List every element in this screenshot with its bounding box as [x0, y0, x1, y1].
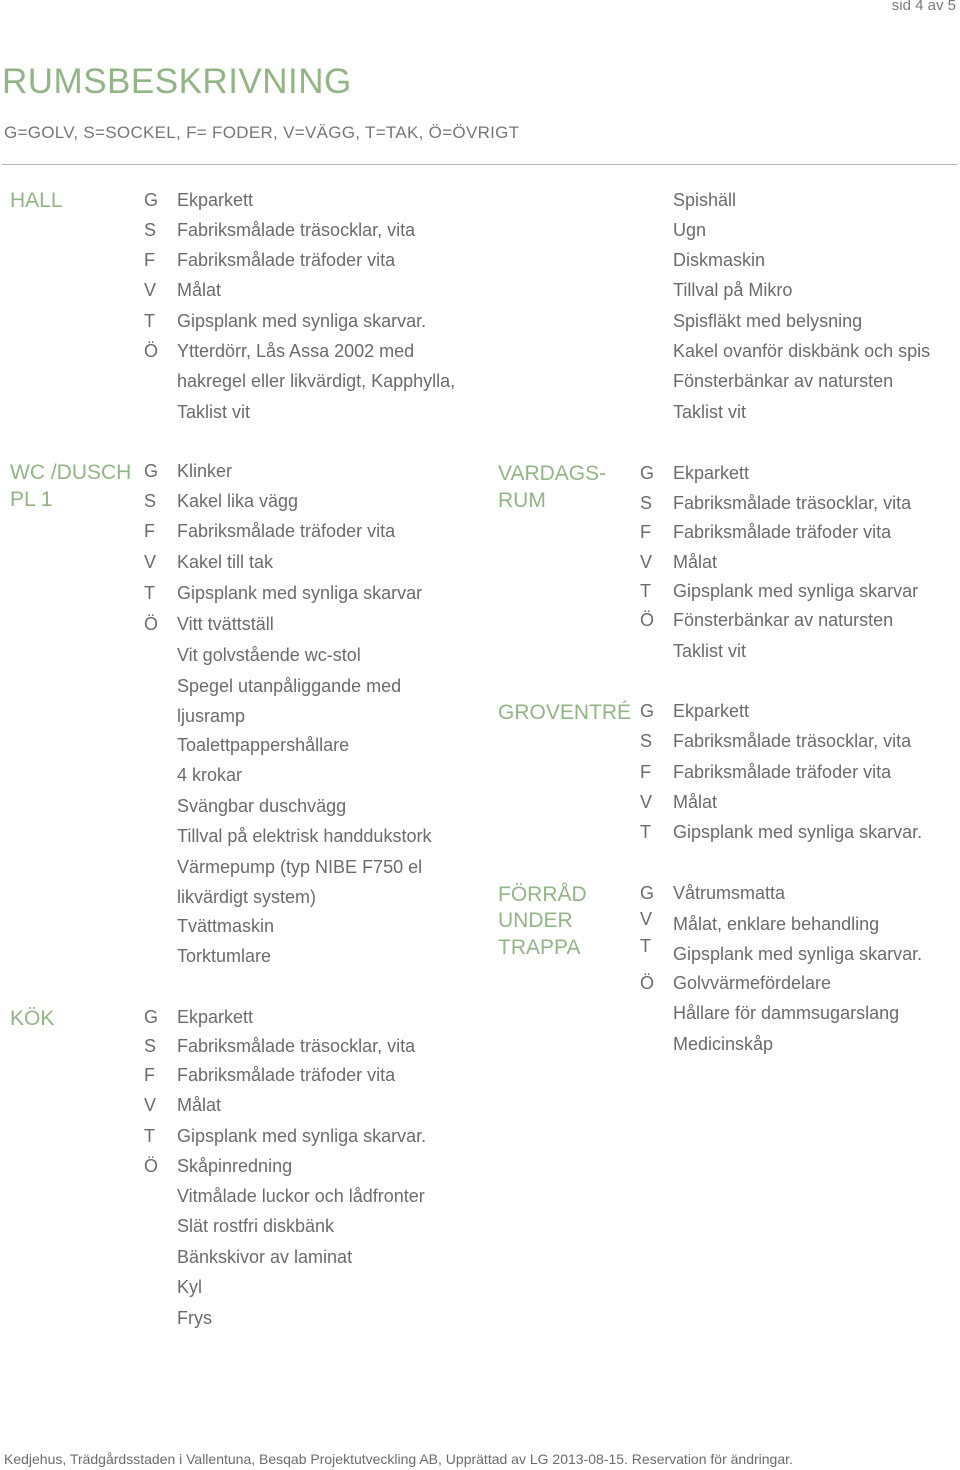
- room-name-wc: WC /DUSCH: [10, 461, 132, 484]
- spec-line: Fabriksmålade träsocklar, vita: [177, 220, 416, 240]
- spec-line: Vitt tvättställ: [177, 614, 274, 634]
- room-name-forrad: FÖRRÅD: [498, 883, 587, 906]
- spec-line: Frys: [177, 1308, 212, 1328]
- spec-line: Medicinskåp: [673, 1034, 774, 1054]
- code: G: [144, 461, 159, 481]
- code: S: [640, 731, 653, 751]
- spec-line: Gipsplank med synliga skarvar: [177, 583, 423, 603]
- spec-line: Gipsplank med synliga skarvar.: [673, 944, 923, 964]
- code: F: [144, 1065, 155, 1085]
- spec-line: Taklist vit: [177, 402, 251, 422]
- spec-line: Gipsplank med synliga skarvar.: [177, 311, 427, 331]
- spec-line: Fabriksmålade träfoder vita: [673, 762, 892, 782]
- spec-line: Ugn: [673, 220, 707, 240]
- spec-line: Gipsplank med synliga skarvar: [673, 581, 919, 601]
- code: V: [640, 909, 653, 929]
- footer: Kedjehus, Trädgårdsstaden i Vallentuna, Besqab Projektutveckling AB, Upprättad av LG 2013-08-15. Reservation för ändringar.: [4, 1451, 793, 1467]
- spec-line: Svängbar duschvägg: [177, 796, 347, 816]
- room-name-forrad: TRAPPA: [498, 936, 581, 959]
- spec-line: Vit golvstående wc-stol: [177, 645, 361, 665]
- code: Ö: [144, 341, 159, 361]
- spec-line: Kakel lika vägg: [177, 491, 299, 511]
- code: F: [144, 521, 155, 541]
- code: T: [640, 581, 651, 601]
- code: F: [640, 522, 651, 542]
- spec-line: Tillval på Mikro: [673, 280, 793, 300]
- spec-line: ljusramp: [177, 706, 246, 726]
- spec-line: Ekparkett: [177, 1007, 254, 1027]
- spec-line: Slät rostfri diskbänk: [177, 1216, 335, 1236]
- code: V: [144, 1095, 157, 1115]
- code: G: [144, 1007, 159, 1027]
- spec-line: hakregel eller likvärdigt, Kapphylla,: [177, 371, 456, 391]
- spec-line: Torktumlare: [177, 946, 272, 966]
- code: T: [640, 936, 651, 956]
- spec-line: Ytterdörr, Lås Assa 2002 med: [177, 341, 415, 361]
- spec-line: Vitmålade luckor och lådfronter: [177, 1186, 425, 1206]
- spec-line: 4 krokar: [177, 765, 243, 785]
- code: V: [144, 280, 157, 300]
- spec-line: Ekparkett: [673, 463, 750, 483]
- code: V: [640, 552, 653, 572]
- spec-line: Målat: [673, 792, 718, 812]
- spec-line: Spisfläkt med belysning: [673, 311, 863, 331]
- code: V: [640, 792, 653, 812]
- code: G: [144, 190, 159, 210]
- code: F: [144, 250, 155, 270]
- code: G: [640, 883, 655, 903]
- room-name-hall: HALL: [10, 189, 63, 212]
- room-name-wc: PL 1: [10, 488, 53, 511]
- code: Ö: [640, 610, 655, 630]
- code: T: [144, 1126, 155, 1146]
- code: Ö: [144, 614, 159, 634]
- spec-line: Taklist vit: [673, 402, 747, 422]
- code: S: [144, 491, 157, 511]
- spec-line: Fabriksmålade träfoder vita: [673, 522, 892, 542]
- spec-line: Golvvärmefördelare: [673, 973, 832, 993]
- spec-line: Kakel ovanför diskbänk och spis: [673, 341, 931, 361]
- code: S: [144, 220, 157, 240]
- spec-line: Diskmaskin: [673, 250, 766, 270]
- spec-line: Värmepump (typ NIBE F750 el: [177, 857, 423, 877]
- room-name-forrad: UNDER: [498, 909, 573, 932]
- spec-line: Spegel utanpåliggande med: [177, 676, 402, 696]
- room-name-vardagsrum: VARDAGS-: [498, 462, 607, 485]
- room-name-kok: KÖK: [10, 1007, 55, 1030]
- spec-line: Fabriksmålade träfoder vita: [177, 250, 396, 270]
- spec-line: Fönsterbänkar av natursten: [673, 371, 894, 391]
- code: S: [144, 1036, 157, 1056]
- spec-line: Taklist vit: [673, 641, 747, 661]
- legend: G=GOLV, S=SOCKEL, F= FODER, V=VÄGG, T=TAK, Ö=ÖVRIGT: [4, 123, 520, 142]
- spec-line: Gipsplank med synliga skarvar.: [177, 1126, 427, 1146]
- code: T: [144, 583, 155, 603]
- code: F: [640, 762, 651, 782]
- code: Ö: [640, 973, 655, 993]
- code: T: [640, 822, 651, 842]
- spec-line: Fabriksmålade träsocklar, vita: [177, 1036, 416, 1056]
- code: T: [144, 311, 155, 331]
- spec-line: Fabriksmålade träfoder vita: [177, 521, 396, 541]
- spec-line: Skåpinredning: [177, 1156, 293, 1176]
- spec-line: Kakel till tak: [177, 552, 274, 572]
- code: Ö: [144, 1156, 159, 1176]
- code: V: [144, 552, 157, 572]
- spec-line: Målat, enklare behandling: [673, 914, 880, 934]
- room-name-vardagsrum: RUM: [498, 489, 546, 512]
- spec-line: Våtrumsmatta: [673, 883, 786, 903]
- spec-line: Toalettpappershållare: [177, 735, 350, 755]
- spec-line: Fabriksmålade träsocklar, vita: [673, 731, 912, 751]
- spec-line: Fabriksmålade träsocklar, vita: [673, 493, 912, 513]
- page-number: sid 4 av 5: [891, 0, 956, 14]
- room-name-groventre: GROVENTRÉ: [498, 701, 632, 724]
- spec-line: Hållare för dammsugarslang: [673, 1003, 900, 1023]
- spec-line: Ekparkett: [673, 701, 750, 721]
- spec-line: Tvättmaskin: [177, 916, 275, 936]
- code: S: [640, 493, 653, 513]
- spec-line: Bänkskivor av laminat: [177, 1247, 353, 1267]
- spec-line: Fönsterbänkar av natursten: [673, 610, 894, 630]
- spec-line: Målat: [177, 1095, 222, 1115]
- spec-line: likvärdigt system): [177, 887, 317, 907]
- code: G: [640, 463, 655, 483]
- spec-line: Gipsplank med synliga skarvar.: [673, 822, 923, 842]
- divider: [2, 164, 957, 165]
- spec-line: Målat: [177, 280, 222, 300]
- spec-line: Spishäll: [673, 190, 737, 210]
- spec-line: Klinker: [177, 461, 233, 481]
- spec-line: Kyl: [177, 1277, 203, 1297]
- spec-line: Fabriksmålade träfoder vita: [177, 1065, 396, 1085]
- code: G: [640, 701, 655, 721]
- page-title: RUMSBESKRIVNING: [2, 62, 352, 101]
- spec-line: Ekparkett: [177, 190, 254, 210]
- spec-line: Målat: [673, 552, 718, 572]
- spec-line: Tillval på elektrisk handdukstork: [177, 826, 432, 846]
